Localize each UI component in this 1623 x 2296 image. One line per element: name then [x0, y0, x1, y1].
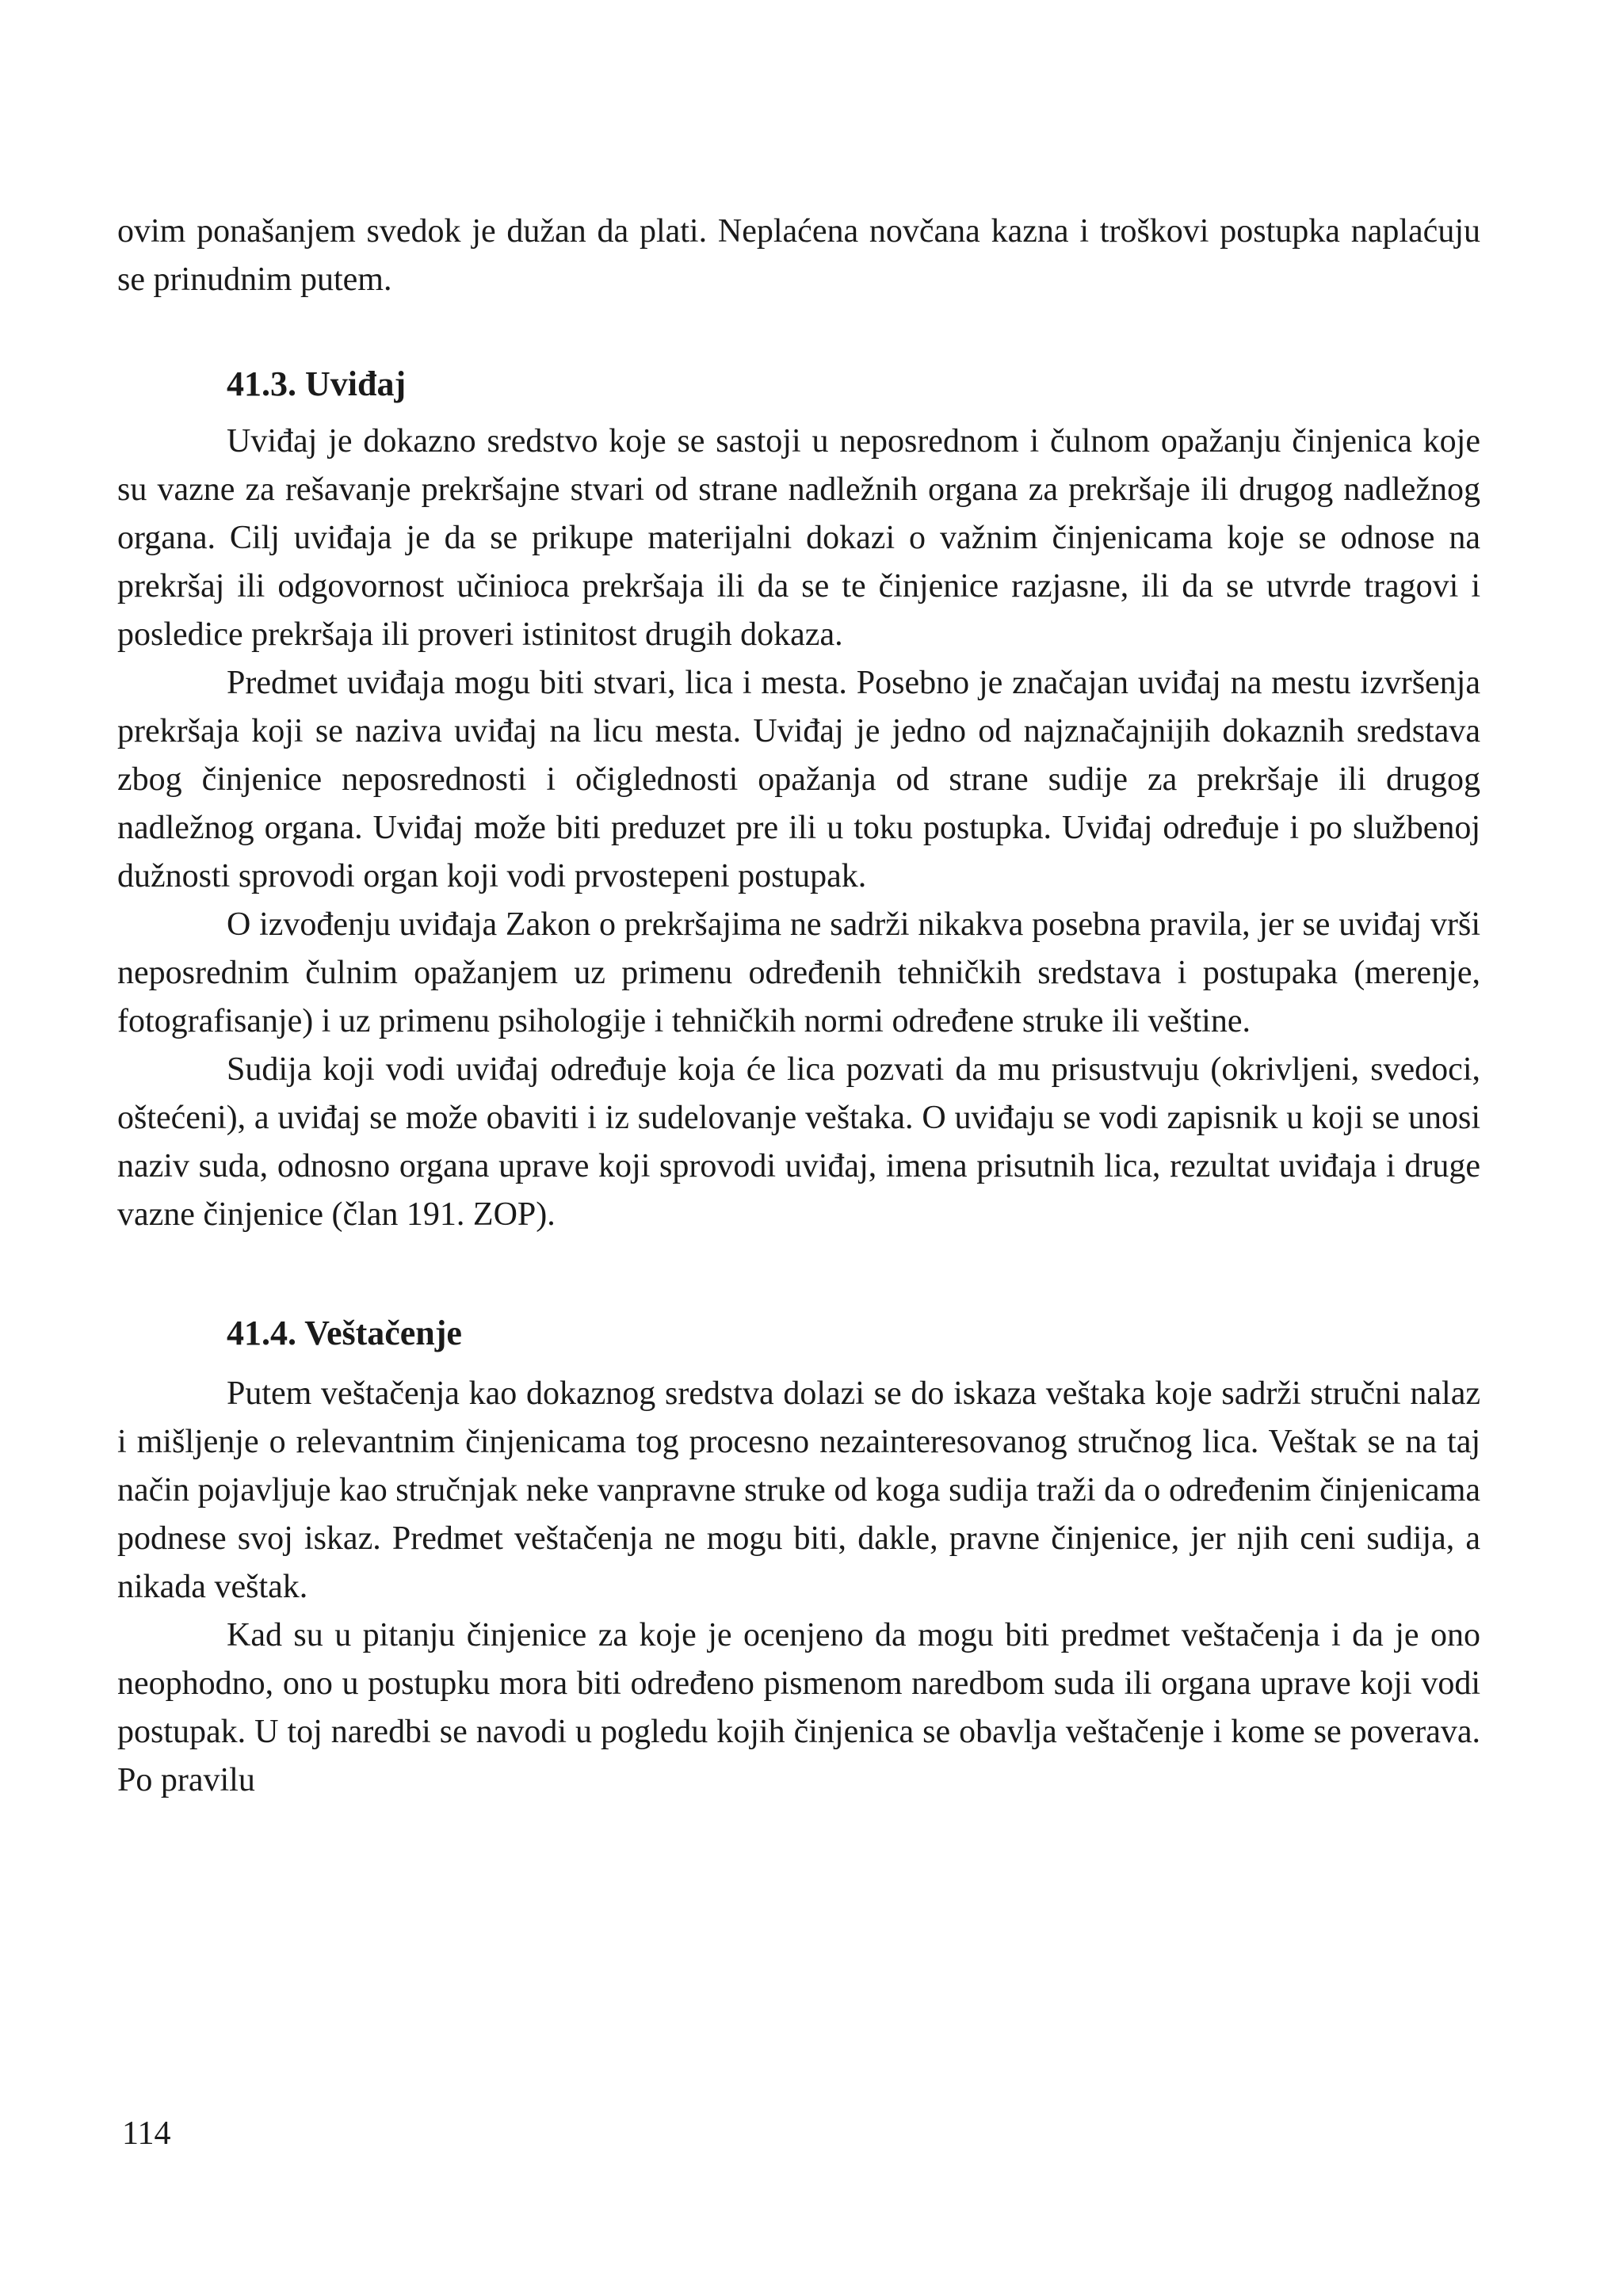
page-number: 114: [122, 2115, 171, 2152]
paragraph-41-4-1: Putem veštačenja kao dokaznog sredstva dolazi se do iskaza veštaka koje sadrži stručni nalaz i mišljenje o relevantnim činjenicama tog procesno nezainteresovanog stručnog lica. Veštak se na taj način pojavljuje kao stručnjak neke vanpravne struke od koga sudija traži da o određenim činjenicama podnese svoj iskaz. Predmet veštačenja ne mogu biti, dakle, pravne činjenice, jer njih ceni sudija, a nikada veštak.: [117, 1375, 1480, 1605]
section-heading-41-3: 41.3. Uviđaj: [227, 364, 407, 403]
paragraph-41-3-2: Predmet uviđaja mogu biti stvari, lica i mesta. Posebno je značajan uviđaj na mestu izvršenja prekršaja koji se naziva uviđaj na licu mesta. Uviđaj je jedno od najznačajnijih dokaznih sredstava zbog činjenice neposrednosti i očiglednosti opažanja od strane sudije za prekršaje ili drugog nadležnog organa. Uviđaj može biti preduzet pre ili u toku postupka. Uviđaj određuje i po službenoj dužnosti sprovodi organ koji vodi prvostepeni postupak.: [117, 665, 1480, 894]
intro-paragraph: ovim ponašanjem svedok je dužan da plati. Neplaćena novčana kazna i troškovi postupka naplaćuju se prinudnim putem.: [117, 213, 1480, 298]
paragraph-41-3-3: O izvođenju uviđaja Zakon o prekršajima ne sadrži nikakva posebna pravila, jer se uviđaj vrši neposrednim čulnim opažanjem uz primenu određenih tehničkih sredstava i postupaka (merenje, fotografisanje) i uz primenu psihologije i tehničkih normi određene struke ili veštine.: [117, 906, 1480, 1039]
paragraph-41-3-1: Uviđaj je dokazno sredstvo koje se sastoji u neposrednom i čulnom opažanju činjenica koje su vazne za rešavanje prekršajne stvari od strane nadležnih organa za prekršaje ili drugog nadležnog organa. Cilj uviđaja je da se prikupe materijalni dokazi o važnim činjenicama koje se odnose na prekršaj ili odgovornost učinioca prekršaja ili da se te činjenice razjasne, ili da se utvrde tragovi i posledice prekršaja ili proveri istinitost drugih dokaza.: [117, 423, 1480, 653]
paragraph-41-3-4: Sudija koji vodi uviđaj određuje koja će lica pozvati da mu prisustvuju (okrivljeni, svedoci, oštećeni), a uviđaj se može obaviti i iz sudelovanje veštaka. O uviđaju se vodi zapisnik u koji se unosi naziv suda, odnosno organa uprave koji sprovodi uviđaj, imena prisutnih lica, rezultat uviđaja i druge vazne činjenice (član 191. ZOP).: [117, 1051, 1480, 1233]
section-heading-41-4: 41.4. Veštačenje: [227, 1314, 462, 1352]
paragraph-41-4-2: Kad su u pitanju činjenice za koje je ocenjeno da mogu biti predmet veštačenja i da je ono neophodno, ono u postupku mora biti određeno pismenom naredbom suda ili organa uprave koji vodi postupak. U toj naredbi se navodi u pogledu kojih činjenica se obavlja veštačenje i kome se poverava. Po pravilu: [117, 1617, 1480, 1798]
page-body: [117, 208, 1480, 1805]
